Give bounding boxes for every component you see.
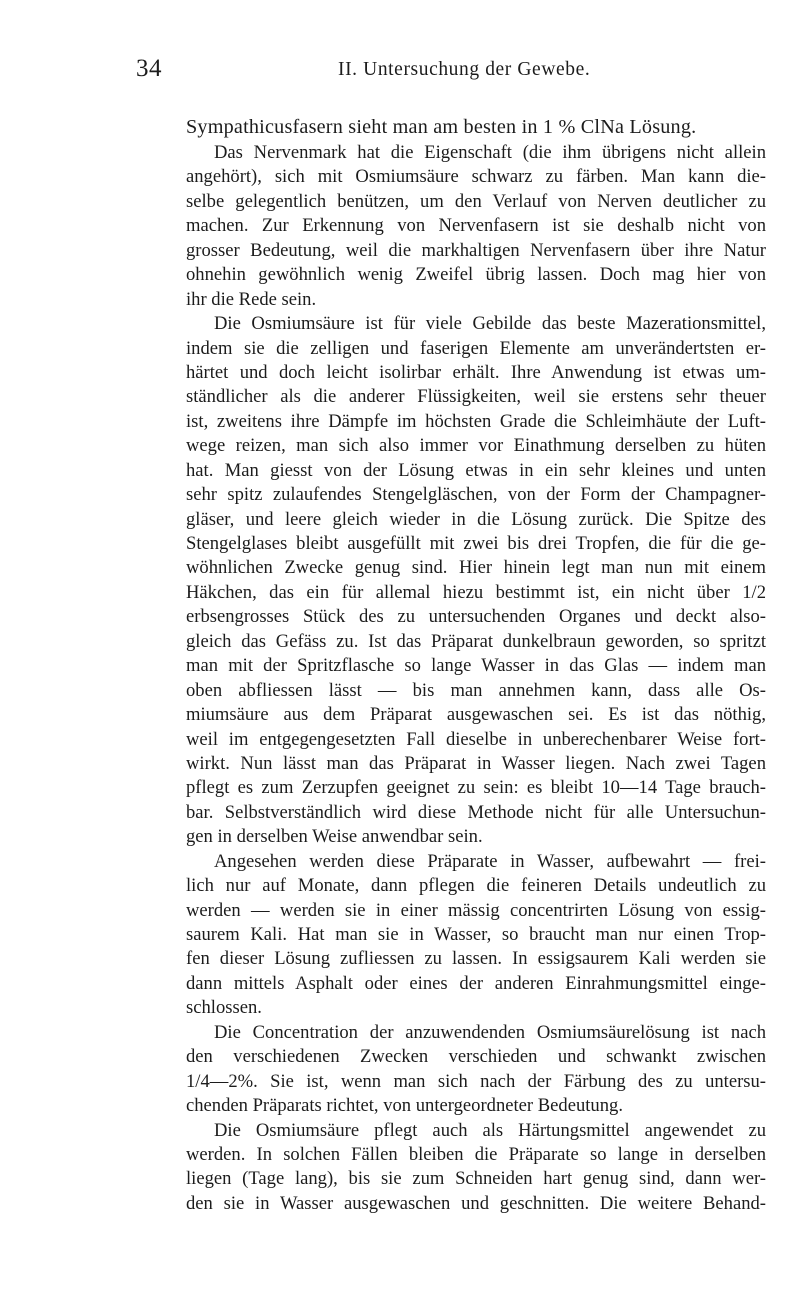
text-line: man mit der Spritzflasche so lange Wasser in das Glas — indem man [186,655,766,677]
text-line: Die Concentration der anzuwendenden Osmiumsäurelösung ist nach [214,1021,766,1043]
text-line: saurem Kali. Hat man sie in Wasser, so braucht man nur einen Trop- [186,924,766,945]
running-head [136,55,766,85]
text-line: ständlicher als die anderer Flüssigkeiten, weil sie erstens sehr theuer [186,386,766,408]
text-line: Stengelglases bleibt ausgefüllt mit zwei bis drei Tropfen, die für die ge- [186,533,766,554]
text-line: bar. Selbstverständlich wird diese Methode nicht für alle Untersuchun- [186,801,766,823]
text-line: pflegt es zum Zerzupfen geeignet zu sein: es bleibt 10—14 Tage brauch- [186,777,766,799]
body-text [186,114,766,1216]
text-line: indem sie die zelligen und faserigen Elemente am unverändertsten er- [186,337,766,359]
page-number: 34 [136,55,162,82]
text-line: erbsengrosses Stück des zu untersuchenden Organes und deckt also- [186,606,766,628]
text-line: Die Osmiumsäure ist für viele Gebilde das beste Mazerationsmittel, [214,313,766,335]
text-line: fen dieser Lösung zufliessen zu lassen. In essigsaurem Kali werden sie [186,948,766,970]
text-line: ist, zweitens ihre Dämpfe im höchsten Grade die Schleimhäute der Luft- [186,410,766,432]
text-line: ihr die Rede sein. [186,288,317,310]
text-line: Häkchen, das ein für allemal hiezu bestimmt ist, ein nicht über 1/2 [186,581,766,603]
text-line: angehört), sich mit Osmiumsäure schwarz zu färben. Man kann die- [186,166,766,188]
text-line: härtet und doch leicht isolirbar erhält. Ihre Anwendung ist etwas um- [186,361,766,383]
text-line: werden — werden sie in einer mässig concentrirten Lösung von essig- [186,899,766,921]
text-line: miumsäure aus dem Präparat ausgewaschen sei. Es ist das nöthig, [186,704,766,726]
text-line: schlossen. [186,997,262,1019]
text-line: dann mittels Asphalt oder eines der anderen Einrahmungsmittel einge- [186,972,766,994]
text-line: machen. Zur Erkennung von Nervenfasern ist sie deshalb nicht von [186,215,766,237]
text-line: werden. In solchen Fällen bleiben die Präparate so lange in derselben [186,1143,766,1165]
text-line: grosser Bedeutung, weil die markhaltigen Nervenfasern über ihre Natur [186,239,766,261]
text-line: hat. Man giesst von der Lösung etwas in ein sehr kleines und unten [186,459,766,481]
text-line: Angesehen werden diese Präparate in Wasser, aufbewahrt — frei- [214,850,766,872]
text-line: Die Osmiumsäure pflegt auch als Härtungsmittel angewendet zu [214,1119,766,1141]
text-line: gen in derselben Weise anwendbar sein. [186,826,483,848]
text-line: wirkt. Nun lässt man das Präparat in Wasser liegen. Nach zwei Tagen [186,752,766,774]
text-line: Das Nervenmark hat die Eigenschaft (die ihm übrigens nicht allein [214,142,766,163]
text-line: selbe gelegentlich benützen, um den Verlauf von Nerven deutlicher zu [186,190,766,212]
text-line: Sympathicusfasern sieht man am besten in 1 % ClNa Lösung. [186,116,697,138]
text-line: gläser, und leere gleich wieder in die Lösung zurück. Die Spitze des [186,508,766,530]
chapter-title: II. Untersuchung der Gewebe. [338,59,591,80]
text-line: ohnehin gewöhnlich wenig Zweifel übrig lassen. Doch mag hier von [186,264,766,286]
text-line: 1/4—2%. Sie ist, wenn man sich nach der Färbung des zu untersu- [186,1070,766,1092]
text-line: weil im entgegengesetzten Fall dieselbe in unberechenbarer Weise fort- [186,728,766,750]
text-line: wöhnlichen Zwecke genug sind. Hier hinein legt man nun mit einem [186,557,766,579]
text-line: gleich das Gefäss zu. Ist das Präparat dunkelbraun geworden, so spritzt [186,630,766,652]
text-line: den verschiedenen Zwecken verschieden und schwankt zwischen [186,1046,766,1068]
text-line: lich nur auf Monate, dann pflegen die feineren Details undeutlich zu [186,875,766,897]
text-line: wege reizen, man sich also immer vor Einathmung derselben zu hüten [186,435,766,457]
text-line: sehr spitz zulaufendes Stengelgläschen, von der Form der Champagner- [186,484,766,506]
text-line: chenden Präparats richtet, von untergeordneter Bedeutung. [186,1095,623,1117]
text-line: liegen (Tage lang), bis sie zum Schneiden hart genug sind, dann wer- [186,1168,766,1190]
text-line: den sie in Wasser ausgewaschen und geschnitten. Die weitere Behand- [186,1192,766,1214]
text-line: oben abfliessen lässt — bis man annehmen kann, dass alle Os- [186,679,766,701]
